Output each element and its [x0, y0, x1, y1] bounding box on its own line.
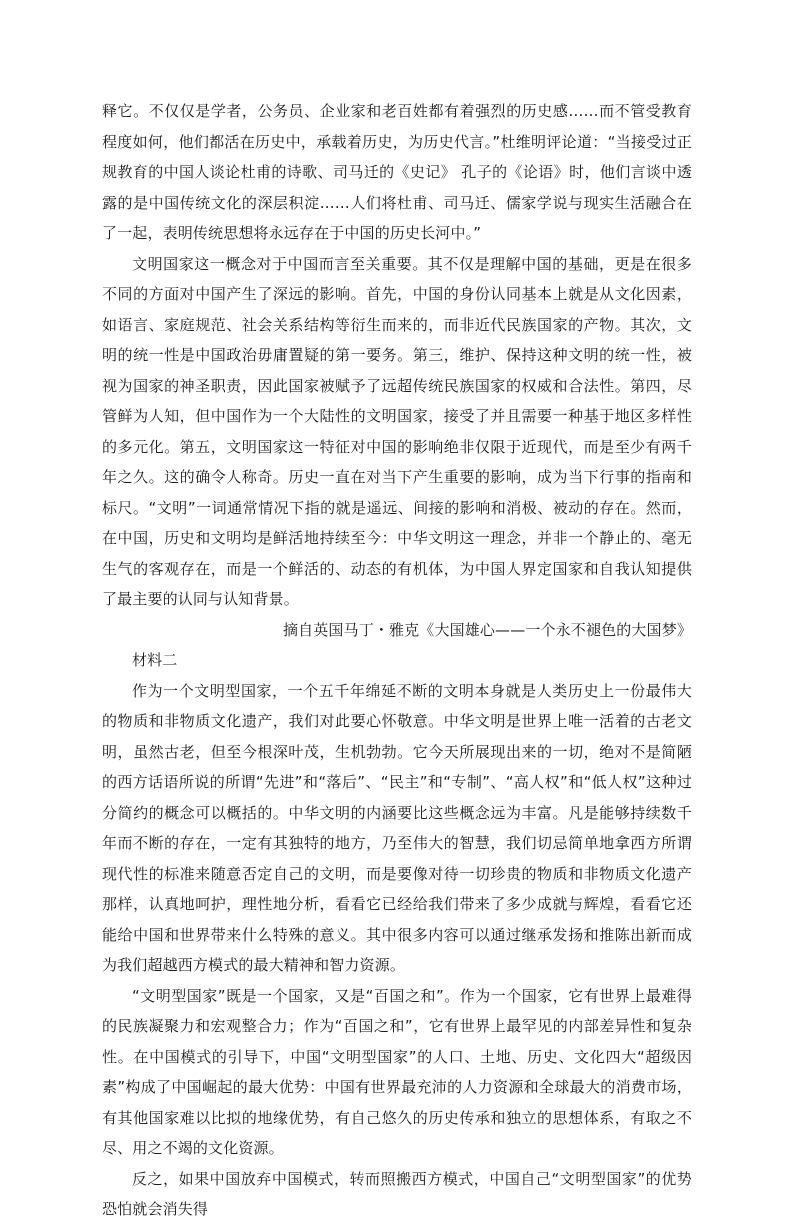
paragraph-material-two-2: “文明型国家”既是一个国家，又是“百国之和”。作为一个国家，它有世界上最难得的民族凝聚力和宏观整合力；作为“百国之和”，它有世界上最罕见的内部差异性和复杂性。在中国模式的引导下，中国“文明型国家”的人口、土地、历史、文化四大“超级因素”构成了中国崛起的最大优势：中国有世界最充沛的人力资源和全球最大的消费市场，有其他国家难以比拟的地缘优势，有自己悠久的历史传承和独立的思想体系，有取之不尽、用之不竭的文化资源。: [102, 986, 692, 1157]
paragraph-material-two-1: 作为一个文明型国家，一个五千年绵延不断的文明本身就是人类历史上一份最伟大的物质和非物质文化遗产，我们对此要心怀敬意。中华文明是世界上唯一活着的古老文明，虽然古老，但至今根深叶茂，生机勃勃。它今天所展现出来的一切，绝对不是简陋的西方话语所说的所谓“先进”和“落后”、“民主”和“专制”、“高人权”和“低人权”这种过分简约的概念可以概括的。中华文明的内涵要比这些概念远为丰富。凡是能够持续数千年而不断的存在，一定有其独特的地方，乃至伟大的智慧，我们切忌简单地拿西方所谓现代性的标准来随意否定自己的文明，而是要像对待一切珍贵的物质和非物质文化遗产那样，认真地呵护，理性地分析，看看它已经给我们带来了多少成就与辉煌，看看它还能给中国和世界带来什么特殊的意义。其中很多内容可以通过继承发扬和推陈出新而成为我们超越西方模式的最大精神和智力资源。: [102, 681, 692, 974]
paragraph-material-two-3: 反之，如果中国放弃中国模式，转而照搬西方模式，中国自己“文明型国家”的优势恐怕就会消失得: [102, 1169, 692, 1218]
paragraph-civilization-state: 文明国家这一概念对于中国而言至关重要。其不仅是理解中国的基础，更是在很多不同的方面对中国产生了深远的影响。首先，中国的身份认同基本上就是从文化因素，如语言、家庭规范、社会关系结构等衍生而来的，而非近代民族国家的产物。其次，文明的统一性是中国政治毋庸置疑的第一要务。第三，维护、保持这种文明的统一性，被视为国家的神圣职责，因此国家被赋予了远超传统民族国家的权威和合法性。第四，尽管鲜为人知，但中国作为一个大陆性的文明国家，接受了并且需要一种基于地区多样性的多元化。第五，文明国家这一特征对中国的影响绝非仅限于近现代，而是至少有两千年之久。这的确令人称奇。历史一直在对当下产生重要的影响，成为当下行事的指南和标尺。“文明”一词通常情况下指的就是遥远、间接的影响和消极、被动的存在。然而，在中国，历史和文明均是鲜活地持续至今：中华文明这一理念，并非一个静止的、毫无生气的客观存在，而是一个鲜活的、动态的有机体，为中国人界定国家和自我认知提供了最主要的认同与认知背景。: [102, 254, 692, 608]
source-citation: 摘自英国马丁・雅克《大国雄心——一个永不褪色的大国梦》: [282, 620, 692, 639]
material-two-heading: 材料二: [132, 651, 178, 669]
paragraph-continuation: 释它。不仅仅是学者，公务员、企业家和老百姓都有着强烈的历史感……而不管受教育程度如何，他们都活在历史中，承载着历史，为历史代言。”杜维明评论道：“当接受过正规教育的中国人谈论杜甫的诗歌、司马迁的《史记》 孔子的《论语》时，他们言谈中透露的是中国传统文化的深层积淀……人们将杜甫、司马迁、儒家学说与现实生活融合在了一起，表明传统思想将永远存在于中国的历史长河中。”: [102, 102, 692, 242]
document-body: [102, 96, 692, 1225]
